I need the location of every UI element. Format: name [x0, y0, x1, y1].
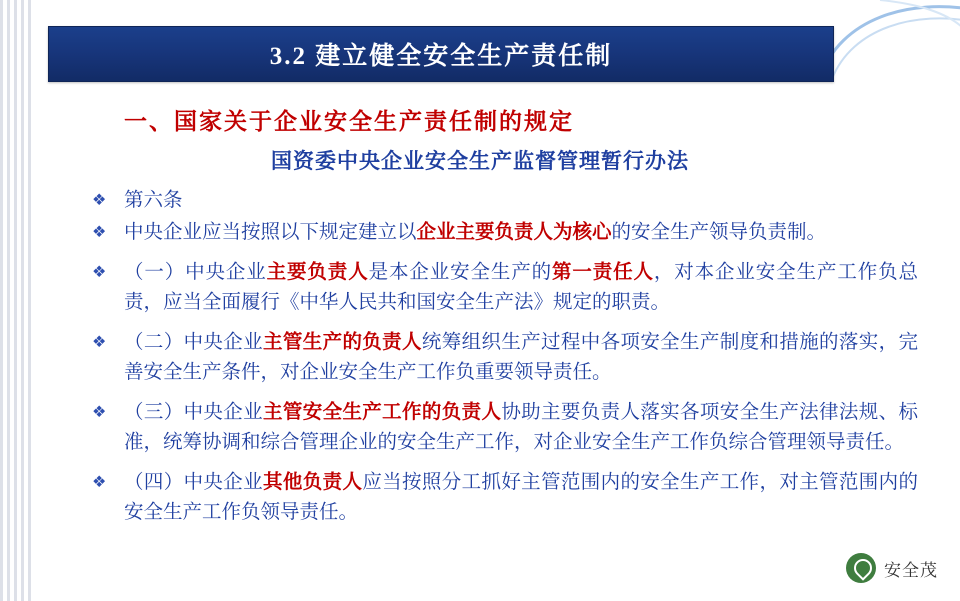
list-item-text [124, 468, 918, 528]
text-segment: 的安全生产领导负责制。 [611, 222, 827, 243]
diamond-bullet-icon: ❖ [92, 474, 107, 491]
watermark-label: 安全茂 [884, 560, 938, 580]
section-heading-secondary: 国资委中央企业安全生产监督管理暂行办法 [271, 149, 689, 173]
text-segment: （四）中央企业 [124, 472, 264, 493]
list-item-text [124, 398, 918, 458]
text-segment-emphasis: 企业主要负责人为核心 [416, 222, 612, 243]
list-item [88, 328, 918, 388]
text-segment-emphasis: 主管安全生产工作的负责人 [263, 402, 502, 423]
text-segment: 统筹组织生产过程中各项安全生产制度和措施的落实，完善安全生产条件，对企业安全生产工作负重要领导责任。 [124, 332, 918, 383]
watermark-badge [846, 553, 938, 583]
text-segment: （三）中央企业 [124, 402, 264, 423]
text-segment: （一）中央企业 [124, 262, 267, 283]
list-item-text [124, 258, 918, 318]
text-segment: 中央企业应当按照以下规定建立以 [124, 222, 417, 243]
list-item [88, 398, 918, 458]
diamond-bullet-icon: ❖ [92, 224, 107, 241]
diamond-bullet-icon: ❖ [92, 334, 107, 351]
list-item [88, 218, 918, 248]
text-segment-emphasis: 主要负责人 [266, 262, 369, 283]
text-segment-emphasis: 其他负责人 [263, 472, 363, 493]
leaf-logo-icon [846, 553, 876, 583]
text-segment-emphasis: 第一责任人 [552, 262, 654, 283]
list-item [88, 468, 918, 528]
list-item-text [124, 328, 918, 388]
diamond-bullet-icon: ❖ [92, 264, 107, 281]
left-stripe-decoration [0, 0, 34, 601]
diamond-bullet-icon: ❖ [92, 192, 107, 209]
slide-title-bar [48, 26, 834, 82]
text-segment: ，对本企业安全生产工作负总责，应当全面履行《中华人民共和国安全生产法》规定的职责。 [124, 262, 918, 313]
list-item-text [124, 186, 918, 216]
text-segment: 协助主要负责人落实各项安全生产法律法规、标准，统筹协调和综合管理企业的安全生产工作，对企业安全生产工作负综合管理领导责任。 [124, 402, 918, 453]
text-segment: 应当按照分工抓好主管范围内的安全生产工作，对主管范围内的安全生产工作负领导责任。 [124, 472, 918, 523]
diamond-bullet-icon: ❖ [92, 404, 107, 421]
text-segment: 是本企业安全生产的 [368, 262, 552, 283]
page-title: 3.2 建立健全安全生产责任制 [269, 43, 613, 70]
text-segment: 第六条 [124, 190, 183, 211]
text-segment: （二）中央企业 [124, 332, 264, 353]
section-heading-primary: 一、国家关于企业安全生产责任制的规定 [124, 108, 574, 134]
list-item [88, 258, 918, 318]
list-item [88, 186, 918, 216]
list-item-text [124, 218, 918, 248]
text-segment-emphasis: 主管生产的负责人 [263, 332, 422, 353]
content-list [88, 186, 918, 534]
